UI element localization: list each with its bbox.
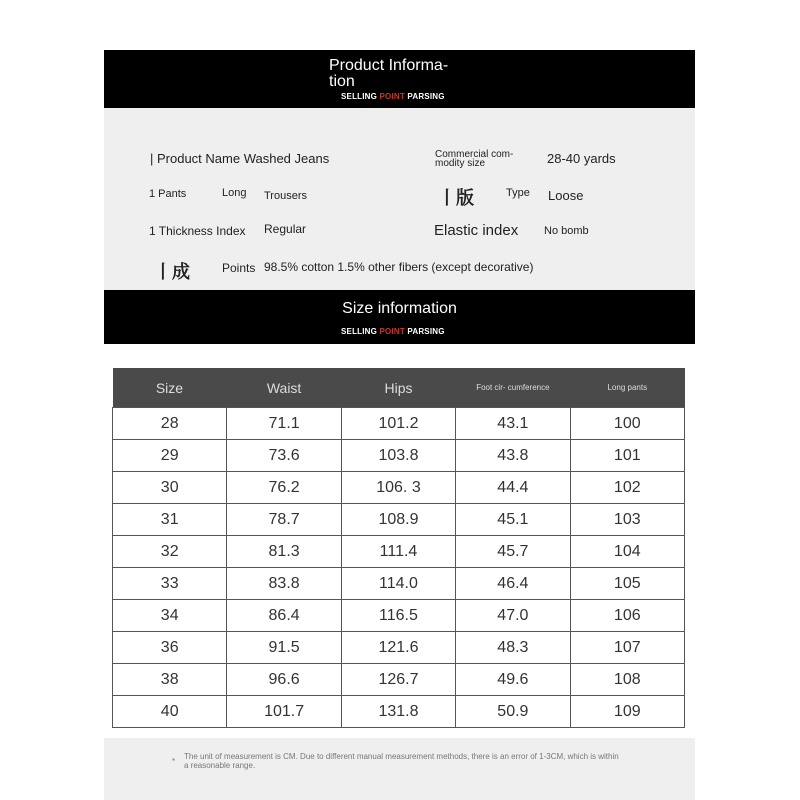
product-name: | Product Name Washed Jeans: [150, 151, 330, 166]
cell-long-pants: 105: [570, 568, 684, 600]
size-table: [112, 368, 685, 728]
table-row: [113, 632, 685, 664]
cell-long-pants: 101: [570, 440, 684, 472]
cell-waist: 71.1: [227, 408, 341, 440]
points-value: 98.5% cotton 1.5% other fibers (except decorative): [264, 260, 534, 274]
cell-foot-circumference: 45.1: [456, 504, 570, 536]
measurement-note: The unit of measurement is CM. Due to different manual measurement methods, there is an error of 1-3CM, which is within a reasonable range.: [184, 752, 619, 770]
cell-waist: 86.4: [227, 600, 341, 632]
cell-size: 29: [113, 440, 227, 472]
product-info-panel: [104, 108, 695, 290]
cell-long-pants: 108: [570, 664, 684, 696]
cell-long-pants: 100: [570, 408, 684, 440]
sub-parsing: PARSING: [407, 92, 445, 101]
cell-long-pants: 109: [570, 696, 684, 728]
cell-foot-circumference: 43.8: [456, 440, 570, 472]
cell-long-pants: 104: [570, 536, 684, 568]
version-mark: 丨版: [438, 188, 474, 208]
cell-foot-circumference: 50.9: [456, 696, 570, 728]
composition-mark: 丨成: [154, 262, 190, 282]
thickness-value: Regular: [264, 222, 307, 236]
header-hips: Hips: [341, 368, 455, 408]
cell-long-pants: 106: [570, 600, 684, 632]
cell-size: 28: [113, 408, 227, 440]
cell-foot-circumference: 43.1: [456, 408, 570, 440]
header-waist: Waist: [227, 368, 341, 408]
cell-size: 31: [113, 504, 227, 536]
cell-hips: 106. 3: [341, 472, 455, 504]
type-value: Loose: [548, 188, 584, 203]
cell-size: 32: [113, 536, 227, 568]
cell-size: 38: [113, 664, 227, 696]
pants-trousers: Trousers: [264, 190, 307, 202]
table-row: [113, 504, 685, 536]
sub-selling: SELLING: [341, 92, 378, 101]
commercial-size-value: 28-40 yards: [547, 151, 616, 166]
cell-size: 33: [113, 568, 227, 600]
table-row: [113, 600, 685, 632]
commercial-size-label: Commercial com- modity size: [435, 149, 514, 169]
cell-size: 30: [113, 472, 227, 504]
table-row: [113, 696, 685, 728]
cell-waist: 78.7: [227, 504, 341, 536]
table-row: [113, 664, 685, 696]
product-info-title: Product Informa- tion: [329, 57, 449, 90]
cell-waist: 81.3: [227, 536, 341, 568]
cell-hips: 101.2: [341, 408, 455, 440]
sub-parsing: PARSING: [407, 327, 445, 336]
cell-hips: 111.4: [341, 536, 455, 568]
pants-label: 1 Pants: [149, 188, 187, 200]
cell-foot-circumference: 44.4: [456, 472, 570, 504]
type-label: Type: [506, 187, 530, 199]
size-info-banner: [104, 290, 695, 344]
sub-selling: SELLING: [341, 327, 378, 336]
thickness-label: 1 Thickness Index: [149, 224, 246, 238]
product-info-subtitle: [341, 92, 445, 101]
cell-waist: 91.5: [227, 632, 341, 664]
sub-point: POINT: [379, 327, 405, 336]
cell-hips: 131.8: [341, 696, 455, 728]
cell-hips: 121.6: [341, 632, 455, 664]
header-foot-circumference: Foot cir- cumference: [456, 368, 570, 408]
table-row: [113, 440, 685, 472]
note-star: *: [172, 757, 176, 766]
cell-hips: 114.0: [341, 568, 455, 600]
table-row: [113, 408, 685, 440]
pants-long: Long: [222, 187, 247, 199]
cell-foot-circumference: 48.3: [456, 632, 570, 664]
cell-waist: 101.7: [227, 696, 341, 728]
cell-waist: 96.6: [227, 664, 341, 696]
elastic-value: No bomb: [544, 225, 589, 237]
cell-foot-circumference: 45.7: [456, 536, 570, 568]
cell-foot-circumference: 49.6: [456, 664, 570, 696]
cell-size: 34: [113, 600, 227, 632]
header-size: Size: [113, 368, 227, 408]
table-row: [113, 568, 685, 600]
cell-waist: 83.8: [227, 568, 341, 600]
table-header-row: [113, 368, 685, 408]
cell-waist: 73.6: [227, 440, 341, 472]
cell-size: 36: [113, 632, 227, 664]
product-info-banner: [104, 50, 695, 108]
table-row: [113, 536, 685, 568]
cell-foot-circumference: 46.4: [456, 568, 570, 600]
size-info-subtitle: [341, 327, 445, 336]
cell-foot-circumference: 47.0: [456, 600, 570, 632]
cell-hips: 126.7: [341, 664, 455, 696]
cell-long-pants: 107: [570, 632, 684, 664]
elastic-label: Elastic index: [434, 222, 519, 239]
cell-hips: 103.8: [341, 440, 455, 472]
cell-long-pants: 102: [570, 472, 684, 504]
cell-hips: 108.9: [341, 504, 455, 536]
table-row: [113, 472, 685, 504]
sub-point: POINT: [379, 92, 405, 101]
cell-long-pants: 103: [570, 504, 684, 536]
cell-size: 40: [113, 696, 227, 728]
header-long-pants: Long pants: [570, 368, 684, 408]
points-label: Points: [222, 261, 256, 275]
cell-waist: 76.2: [227, 472, 341, 504]
cell-hips: 116.5: [341, 600, 455, 632]
size-info-title: Size information: [342, 300, 457, 317]
